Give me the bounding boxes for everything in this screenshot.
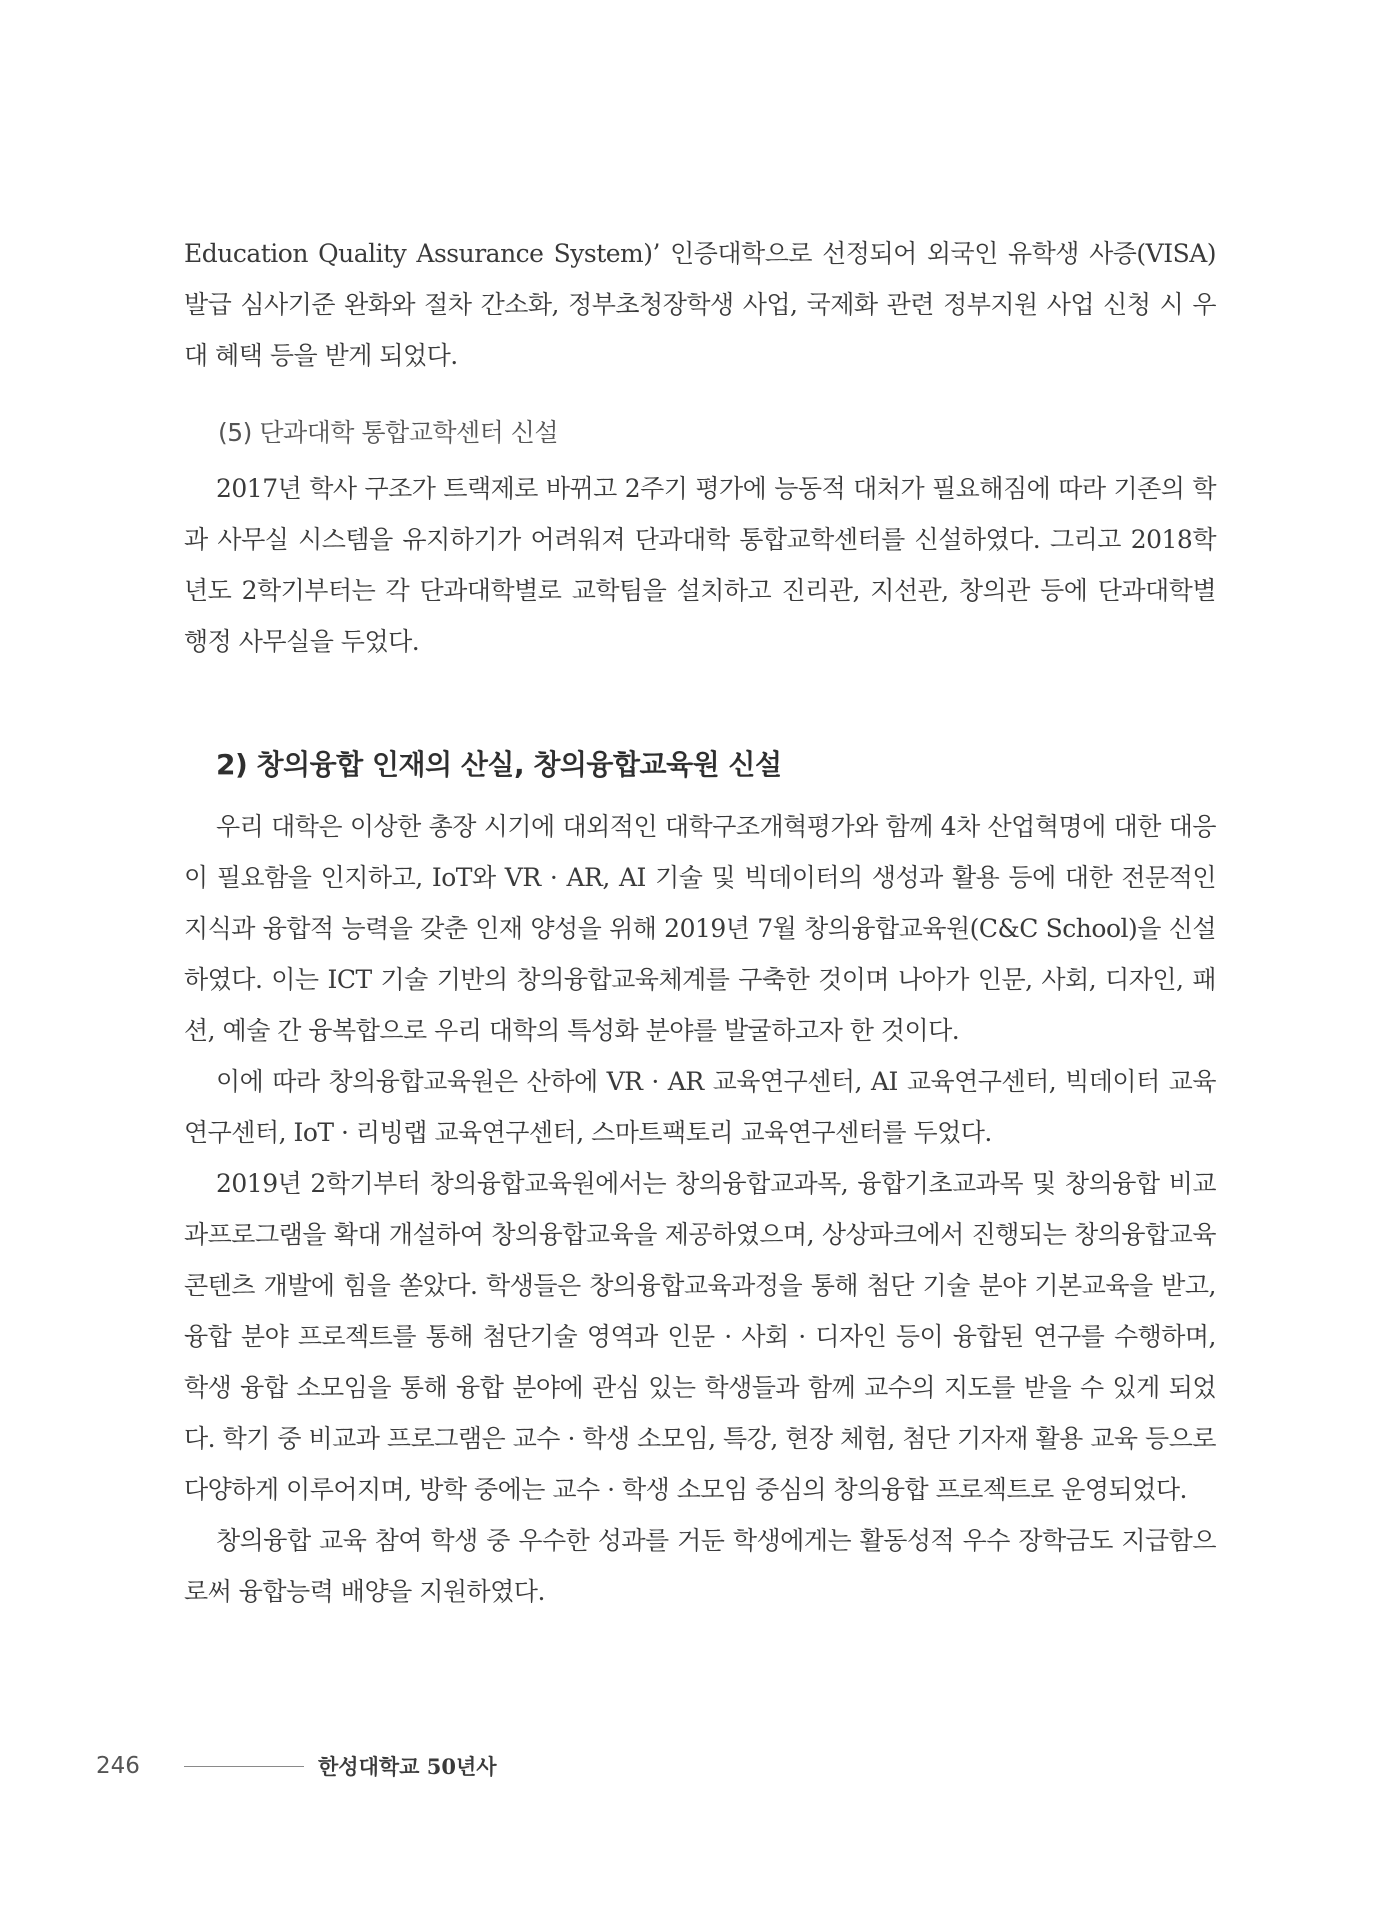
section-paragraph: 창의융합 교육 참여 학생 중 우수한 성과를 거둔 학생에게는 활동성적 우수 장학금도 지급함으로써 융합능력 배양을 지원하였다.: [184, 1526, 1216, 1606]
footer-divider: [184, 1766, 304, 1767]
section-paragraph: 이에 따라 창의융합교육원은 산하에 VR · AR 교육연구센터, AI 교육연구센터, 빅데이터 교육연구센터, IoT · 리빙랩 교육연구센터, 스마트팩토리 교육연구센터를 두었다.: [184, 1067, 1216, 1147]
page-number: 246: [96, 1753, 140, 1779]
page-body: [184, 228, 1216, 1617]
page-footer: [96, 1751, 497, 1781]
intro-paragraph: Education Quality Assurance System)’ 인증대학으로 선정되어 외국인 유학생 사증(VISA) 발급 심사기준 완화와 절차 간소화, 정부초청장학생 사업, 국제화 관련 정부지원 사업 신청 시 우대 혜택 등을 받게 되었다.: [184, 239, 1216, 370]
section-paragraph: 우리 대학은 이상한 총장 시기에 대외적인 대학구조개혁평가와 함께 4차 산업혁명에 대한 대응이 필요함을 인지하고, IoT와 VR · AR, AI 기술 및 빅데이터의 생성과 활용 등에 대한 전문적인 지식과 융합적 능력을 갖춘 인재 양성을 위해 2019년 7월 창의융합교육원(C&C School)을 신설하였다. 이는 ICT 기술 기반의 창의융합교육체계를 구축한 것이며 나아가 인문, 사회, 디자인, 패션, 예술 간 융복합으로 우리 대학의 특성화 분야를 발굴하고자 한 것이다.: [184, 812, 1216, 1045]
subsection-paragraph: 2017년 학사 구조가 트랙제로 바뀌고 2주기 평가에 능동적 대처가 필요해짐에 따라 기존의 학과 사무실 시스템을 유지하기가 어려워져 단과대학 통합교학센터를 신설하였다. 그리고 2018학년도 2학기부터는 각 단과대학별로 교학팀을 설치하고 진리관, 지선관, 창의관 등에 단과대학별 행정 사무실을 두었다.: [184, 474, 1216, 656]
book-title: 한성대학교 50년사: [318, 1754, 497, 1779]
section-heading: 2) 창의융합 인재의 산실, 창의융합교육원 신설: [216, 748, 782, 781]
section-paragraph: 2019년 2학기부터 창의융합교육원에서는 창의융합교과목, 융합기초교과목 및 창의융합 비교과프로그램을 확대 개설하여 창의융합교육을 제공하였으며, 상상파크에서 진행되는 창의융합교육 콘텐츠 개발에 힘을 쏟았다. 학생들은 창의융합교육과정을 통해 첨단 기술 분야 기본교육을 받고, 융합 분야 프로젝트를 통해 첨단기술 영역과 인문 · 사회 · 디자인 등이 융합된 연구를 수행하며, 학생 융합 소모임을 통해 융합 분야에 관심 있는 학생들과 함께 교수의 지도를 받을 수 있게 되었다. 학기 중 비교과 프로그램은 교수 · 학생 소모임, 특강, 현장 체험, 첨단 기자재 활용 교육 등으로 다양하게 이루어지며, 방학 중에는 교수 · 학생 소모임 중심의 창의융합 프로젝트로 운영되었다.: [184, 1169, 1216, 1504]
subsection-heading: (5) 단과대학 통합교학센터 신설: [218, 418, 559, 447]
